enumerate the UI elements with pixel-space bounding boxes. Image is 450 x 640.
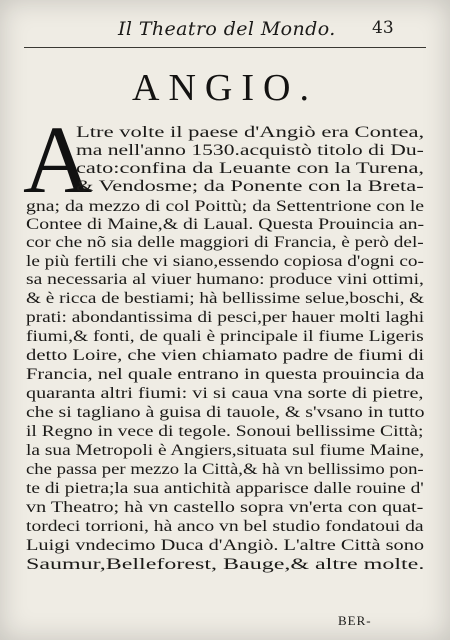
body-line: cor che nõ sia delle maggiori di Francia, è però del- [26,234,424,251]
body-line: Luigi vndecimo Duca d'Angiò. L'altre Città sono [26,537,425,554]
body-line: tordeci torrioni, hà anco vn bel studio fondatoui da [26,518,424,535]
body-line: vn Theatro; hà vn castello sopra vn'erta con quat- [26,499,424,516]
body-line: la sua Metropoli è Angiers,situata sul fiume Maine, [26,442,425,459]
body-line: Contee di Maine,& di Laual. Questa Prouincia an- [26,216,425,233]
body-line: gna; da mezzo di col Poittù; da Settentrione con le [26,198,425,215]
body-line: prati: abondantissima di pesci,per hauer molti laghi [26,309,425,326]
body-line: Ltre volte il paese d'Angiò era Contea, [76,124,425,141]
body-line: sa necessaria al viuer humano: produce vini ottimi, [26,271,424,288]
body-line: fiumi,& fonti, de quali è principale il fiume Ligeris [26,328,424,345]
body-line: & Vendosme; da Ponente con la Breta- [76,178,424,195]
body-line: il Regno in vece di tegole. Sonoui bellissime Città; [26,423,424,440]
drop-cap: A [23,106,93,213]
header-rule [24,47,426,48]
page-number: 43 [372,18,394,38]
body-line: cato:confina da Leuante con la Turena, [76,160,425,177]
body-line: Saumur,Belleforest, Bauge,& altre molte. [26,556,425,573]
body-line: che passa per mezzo la Città,& hà vn bellissimo pon- [26,461,424,478]
chapter-title: ANGIO. [132,67,318,109]
body-line: Francia, nel quale entrano in questa prouincia da [26,366,425,383]
body-line: te di pietra;la sua antichità apparisce dalle rouine d' [26,480,424,497]
body-line: ma nell'anno 1530.acquistò titolo di Du- [76,142,424,159]
body-line: detto Loire, che vien chiamato padre de fiumi di [26,347,425,364]
body-line: le più fertili che vi siano,essendo copiosa d'ogni co- [26,253,424,270]
catchword: BER- [338,613,372,628]
running-head [0,18,450,44]
body-line: che si tagliano à guisa di tauole, & s'vsano in tutto [26,404,425,421]
running-title: Il Theatro del Mondo. [118,18,336,40]
body-line: quaranta altri fiumi: vi si caua vna sorte di pietre, [26,385,424,402]
body-line: & è ricca de bestiami; hà bellissime selue,boschi, & [26,290,425,307]
